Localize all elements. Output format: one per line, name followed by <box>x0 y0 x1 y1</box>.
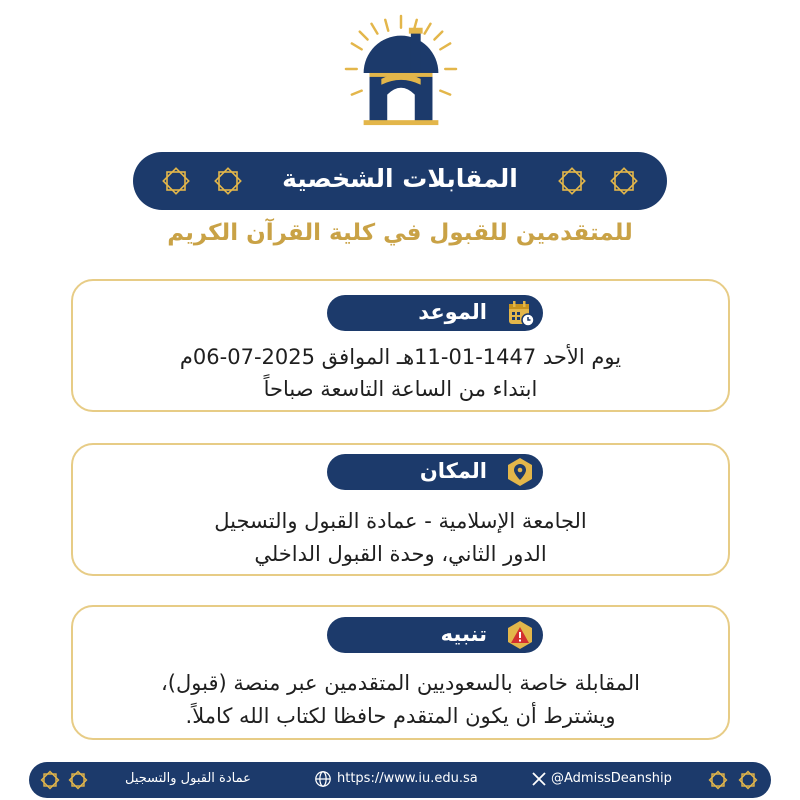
page-title: المقابلات الشخصية <box>282 164 518 193</box>
location-label-pill <box>327 454 543 490</box>
title-banner <box>133 152 667 210</box>
appointment-time: ابتداء من الساعة التاسعة صباحاً <box>263 377 538 401</box>
x-twitter-icon <box>531 771 547 787</box>
notice-card <box>71 605 730 740</box>
page-subtitle: للمتقدمين للقبول في كلية القرآن الكريم <box>167 220 633 246</box>
decorative-star-icon <box>67 769 89 791</box>
location-line-2: الدور الثاني، وحدة القبول الداخلي <box>254 542 547 566</box>
decorative-star-icon <box>39 769 61 791</box>
appointment-label-pill <box>327 295 543 331</box>
university-logo <box>342 12 460 130</box>
appointment-label: الموعد <box>418 300 487 324</box>
decorative-star-icon <box>707 769 729 791</box>
footer-twitter-link[interactable]: @AdmissDeanship <box>551 771 672 786</box>
location-line-1: الجامعة الإسلامية - عمادة القبول والتسجيل <box>214 509 587 533</box>
appointment-date: يوم الأحد 1447-01-11هـ الموافق 2025-07-06م <box>179 345 622 369</box>
notice-line-2: ويشترط أن يكون المتقدم حافظا لكتاب الله كاملاً. <box>185 704 616 728</box>
decorative-star-icon <box>737 769 759 791</box>
notice-label-pill <box>327 617 543 653</box>
footer-bar <box>29 762 771 798</box>
location-label: المكان <box>419 459 487 483</box>
footer-website-link[interactable]: https://www.iu.edu.sa <box>337 771 478 786</box>
footer-deanship: عمادة القبول والتسجيل <box>125 771 251 786</box>
calendar-clock-icon <box>503 296 537 330</box>
warning-icon <box>503 618 537 652</box>
appointment-card <box>71 279 730 412</box>
notice-label: تنبيه <box>440 622 487 646</box>
globe-icon <box>314 770 332 788</box>
notice-line-1: المقابلة خاصة بالسعوديين المتقدمين عبر منصة (قبول)، <box>161 671 640 695</box>
location-card <box>71 443 730 576</box>
location-pin-icon <box>503 455 537 489</box>
